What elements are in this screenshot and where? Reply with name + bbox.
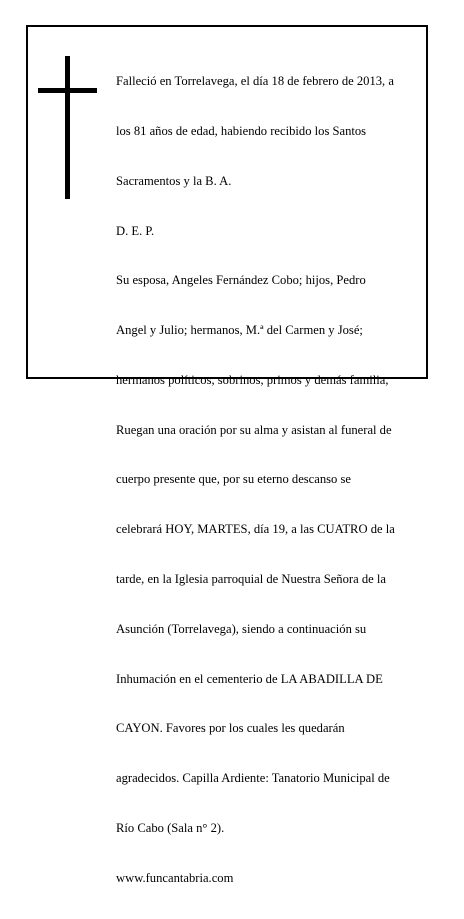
notice-line: Asunción (Torrelavega), siendo a continuación su (116, 621, 367, 636)
notice-line: cuerpo presente que, por su eterno descanso se (116, 472, 351, 487)
notice-text (116, 40, 422, 919)
notice-line: los 81 años de edad, habiendo recibido los Santos (116, 123, 367, 138)
notice-line: Angel y Julio; hermanos, M.ª del Carmen y José; (116, 323, 363, 338)
obituary-notice (26, 25, 428, 885)
notice-line: Río Cabo (Sala n° 2). (116, 820, 225, 835)
notice-line: D. E. P. (116, 223, 155, 238)
website-link[interactable]: www.funcantabria.com (116, 870, 234, 885)
notice-line: Inhumación en el cementerio de LA ABADILLA DE (116, 671, 383, 686)
cross-horizontal-bar (38, 88, 97, 93)
cross-vertical-bar (65, 56, 70, 199)
notice-line: hermanos políticos, sobrinos, primos y demás familia, (116, 372, 389, 387)
notice-line: Sacramentos y la B. A. (116, 173, 232, 188)
notice-line: agradecidos. Capilla Ardiente: Tanatorio Municipal de (116, 771, 390, 786)
latin-cross-icon (38, 56, 97, 199)
notice-line: Falleció en Torrelavega, el día 18 de febrero de 2013, a (116, 74, 394, 89)
notice-line: celebrará HOY, MARTES, día 19, a las CUATRO de la (116, 522, 395, 537)
notice-line: tarde, en la Iglesia parroquial de Nuestra Señora de la (116, 572, 386, 586)
notice-line: CAYON. Favores por los cuales les quedarán (116, 721, 345, 736)
notice-line: Su esposa, Angeles Fernández Cobo; hijos, Pedro (116, 273, 366, 288)
notice-line: Ruegan una oración por su alma y asistan al funeral de (116, 422, 392, 437)
